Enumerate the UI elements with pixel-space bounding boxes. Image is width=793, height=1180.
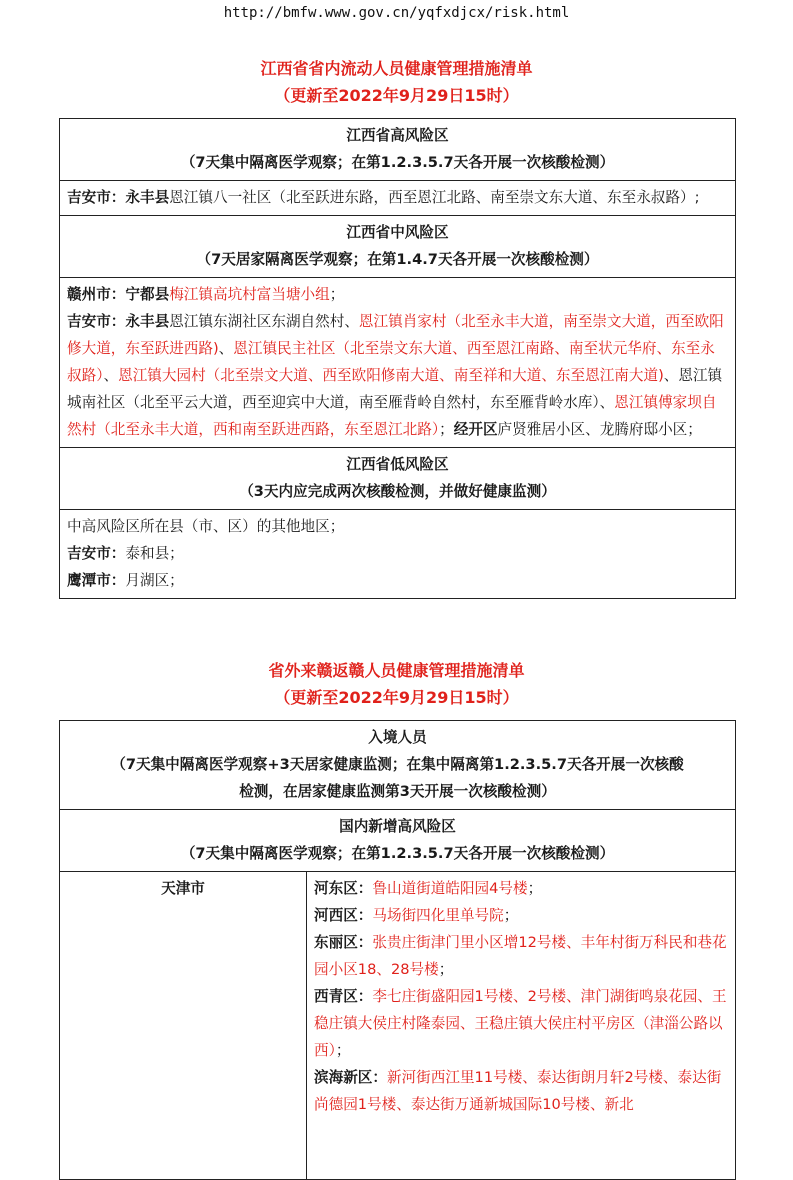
city-label: 吉安市： <box>67 313 126 330</box>
city-label: 鹰潭市： <box>67 572 126 589</box>
district-label: 经开区 <box>453 421 498 438</box>
area-text: ； <box>438 961 454 978</box>
area-text-red: 梅江镇高坑村富当塘小组 <box>169 286 330 303</box>
doc1-updated: （更新至2022年9月29日15时） <box>274 86 519 105</box>
county-label: 宁都县 <box>125 286 170 303</box>
low-entry <box>67 567 728 594</box>
area-text-red: 马场街四化里单号院 <box>372 907 504 924</box>
county-label: 永丰县 <box>125 313 170 330</box>
domestic-high-header <box>60 810 736 872</box>
area-text: 、 <box>218 340 234 357</box>
province-name: 天津市 <box>60 872 307 1180</box>
area-text: ； <box>503 907 519 924</box>
city-label: 吉安市： <box>67 189 126 206</box>
inbound-title: 入境人员 <box>368 729 427 746</box>
area-text: ； <box>335 1042 351 1059</box>
doc1-title: 江西省省内流动人员健康管理措施清单 <box>260 59 533 78</box>
area-text: ； <box>439 421 454 438</box>
low-risk-header <box>60 448 736 510</box>
district-label: 滨海新区： <box>314 1069 387 1086</box>
low-general: 中高风险区所在县（市、区）的其他地区； <box>67 518 345 535</box>
area-text-red: 李七庄街盛阳园1号楼、2号楼、津门湖街鸣泉花园、王稳庄镇大侯庄村隆泰园、王稳庄镇大侯庄村平房区（津淄公路以西） <box>314 988 727 1059</box>
area-text-red: 鲁山道街道皓阳园4号楼 <box>372 880 528 897</box>
low-risk-title: 江西省低风险区 <box>346 456 449 473</box>
district-list <box>307 872 736 1180</box>
area-text: 恩江镇八一社区（北至跃进东路，西至恩江北路、南至崇文东大道、东至永叔路）; <box>169 189 700 206</box>
mid-risk-measure: （7天居家隔离医学观察；在第1.4.7天各开展一次核酸检测） <box>196 251 599 268</box>
district-label: 西青区： <box>314 988 373 1005</box>
high-risk-list <box>60 181 736 216</box>
low-risk-measure: （3天内应完成两次核酸检测，并做好健康监测） <box>239 483 556 500</box>
doc2-updated: （更新至2022年9月29日15时） <box>274 688 519 707</box>
area-text-red: 恩江镇大园村（北至崇文大道、西至欧阳修南大道、南至祥和大道、东至恩江南大道) <box>118 367 664 384</box>
mid-risk-title: 江西省中风险区 <box>346 224 449 241</box>
district-entry <box>314 1064 728 1118</box>
area-text-red: 恩江镇肖家村（北至永丰大道，南至崇文大道，西至欧阳修大道，东至跃进西路) <box>67 313 724 357</box>
area-text: ； <box>527 880 543 897</box>
area-text-red: 张贵庄街津门里小区增12号楼、丰年村街万科民和巷花园小区18、28号楼 <box>314 934 727 978</box>
high-risk-title: 江西省高风险区 <box>346 127 449 144</box>
doc2-title: 省外来赣返赣人员健康管理措施清单 <box>268 661 525 680</box>
city-label: 吉安市： <box>67 545 126 562</box>
district-entry <box>314 929 728 983</box>
district-entry <box>314 983 728 1064</box>
mid-risk-header <box>60 216 736 278</box>
area-text: 泰和县； <box>125 545 184 562</box>
district-label: 东丽区： <box>314 934 373 951</box>
page-url: http://bmfw.www.gov.cn/yqfxdjcx/risk.html <box>223 5 570 21</box>
high-risk-measure: （7天集中隔离医学观察；在第1.2.3.5.7天各开展一次核酸检测） <box>180 154 615 171</box>
area-text: 、 <box>103 367 119 384</box>
domestic-high-title: 国内新增高风险区 <box>339 818 456 835</box>
district-entry <box>314 875 728 902</box>
mid-entry-jian <box>67 308 728 443</box>
area-text-red: 恩江镇傅家坝自然村（北至永丰大道，西和南至跃进西路，东至恩江北路） <box>67 394 717 438</box>
district-entry <box>314 902 728 929</box>
domestic-high-measure: （7天集中隔离医学观察；在第1.2.3.5.7天各开展一次核酸检测） <box>180 845 615 862</box>
low-entry <box>67 540 728 567</box>
low-risk-list <box>60 510 736 599</box>
city-label: 赣州市： <box>67 286 126 303</box>
inbound-measure: （7天集中隔离医学观察+3天居家健康监测；在集中隔离第1.2.3.5.7天各开展一次核酸检测，在居家健康监测第3天开展一次核酸检测） <box>111 756 684 800</box>
area-text-red: 新河街西江里11号楼、泰达街朗月轩2号楼、泰达街尚德园1号楼、泰达街万通新城国际10号楼、新北 <box>314 1069 722 1113</box>
area-text: 恩江镇东湖社区东湖自然村、 <box>169 313 359 330</box>
area-text: 庐贤雅居小区、龙腾府邸小区； <box>497 421 702 438</box>
doc2-table <box>59 720 736 1180</box>
area-text: 、恩江镇城南社区（北至平云大道，西至迎宾中大道，南至雁背岭自然村，东至雁背岭水库）、 <box>67 367 723 411</box>
area-text: ； <box>329 286 345 303</box>
inbound-header <box>60 721 736 810</box>
area-text: 月湖区； <box>125 572 184 589</box>
county-label: 永丰县 <box>125 189 170 206</box>
mid-risk-list <box>60 278 736 448</box>
area-text-red: 恩江镇民主社区（北至崇文东大道、西至恩江南路、南至状元华府、东至永叔路） <box>67 340 715 384</box>
district-label: 河西区： <box>314 907 373 924</box>
mid-entry-ganzhou <box>67 281 728 308</box>
district-label: 河东区： <box>314 880 373 897</box>
doc1-table <box>59 118 736 599</box>
high-risk-header <box>60 119 736 181</box>
